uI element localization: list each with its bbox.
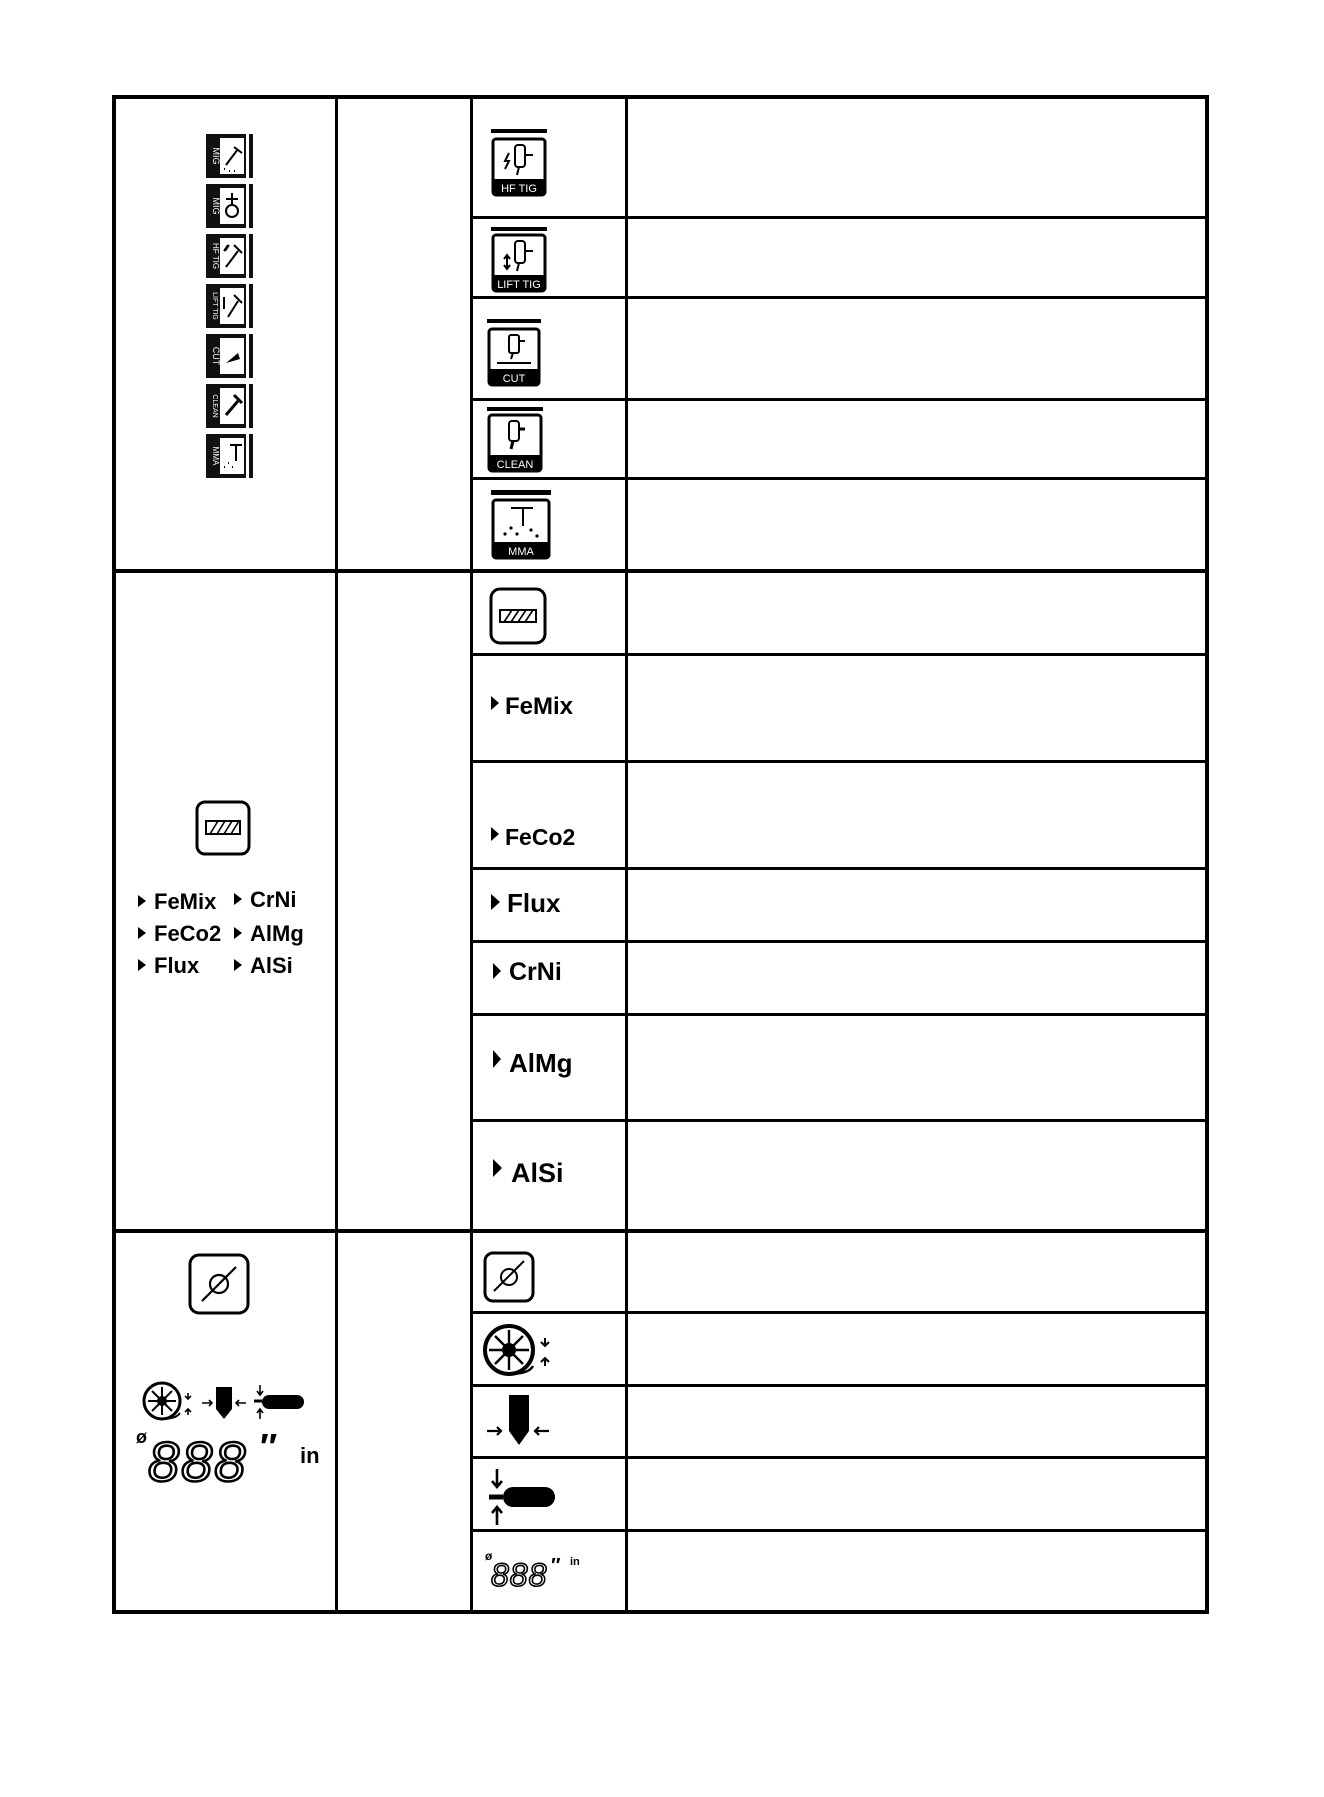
display-digits: 888	[148, 1430, 248, 1489]
electrode-icon-2	[473, 1459, 625, 1529]
wire-diameter-button-icon	[186, 1251, 256, 1321]
electrode-icon	[254, 1385, 304, 1419]
unit-label: in	[300, 1443, 320, 1468]
cut-icon	[473, 299, 625, 398]
clean-label: CLEAN	[496, 459, 534, 471]
lift-tig-small-icon	[206, 284, 253, 328]
material-list-crni: CrNi	[250, 887, 297, 912]
femix-row-icon	[473, 656, 625, 760]
material-list	[138, 887, 338, 997]
alsi-row-icon	[473, 1122, 625, 1229]
femix-label: FeMix	[505, 693, 574, 720]
mig-label: MIG	[211, 147, 221, 165]
small-display-digits: 888	[491, 1557, 548, 1593]
diameter-symbol: ø	[136, 1427, 147, 1447]
material-list-flux: Flux	[154, 953, 200, 978]
small-unit-label: in	[570, 1556, 580, 1568]
hf-tig-small-icon	[206, 234, 253, 278]
feco2-row-icon	[473, 763, 625, 867]
contact-tip-icon	[202, 1387, 246, 1419]
mma-icon	[473, 480, 625, 569]
arrow-icon	[491, 696, 499, 710]
material-list-feco2: FeCo2	[154, 921, 222, 946]
inch-mark: ″	[260, 1426, 278, 1467]
digital-display-icon	[473, 1532, 625, 1610]
material-button-icon	[473, 573, 625, 653]
clean-icon	[473, 401, 625, 477]
mma-strip-label: MMA	[211, 446, 220, 466]
arrow-icon	[493, 963, 501, 979]
wire-spool-icon-2	[473, 1314, 625, 1384]
small-inch-mark: ″	[551, 1555, 561, 1577]
mig-gas-label: MIG	[211, 197, 221, 215]
flux-label: Flux	[507, 888, 561, 918]
section-divider-2	[116, 1229, 1205, 1233]
mma-label: MMA	[508, 546, 534, 558]
material-select-button-icon	[194, 799, 254, 859]
material-list-alsi: AlSi	[250, 953, 293, 978]
lift-tig-strip-label: LIFT TIG	[211, 292, 218, 320]
cut-label: CUT	[502, 373, 526, 385]
arrow-icon	[493, 1050, 501, 1068]
wire-diameter-button-icon-2	[473, 1233, 625, 1311]
hf-tig-icon	[473, 99, 625, 216]
hf-tig-label: HF TIG	[501, 183, 537, 195]
small-diameter-symbol: ø	[485, 1549, 493, 1563]
feco2-label: FeCo2	[505, 824, 576, 850]
lift-tig-label: LIFT TIG	[497, 279, 541, 291]
arrow-icon	[493, 1159, 502, 1177]
mig-icon	[206, 134, 253, 178]
mig-gas-icon	[206, 184, 253, 228]
arrow-icon	[491, 827, 499, 841]
wire-diameter-display	[136, 1379, 336, 1489]
welding-mode-icons	[204, 133, 264, 533]
flux-row-icon	[473, 870, 625, 940]
material-list-almg: AlMg	[250, 921, 304, 946]
almg-label: AlMg	[509, 1048, 573, 1078]
lift-tig-icon	[473, 219, 625, 296]
cut-small-icon	[206, 334, 253, 378]
wire-spool-icon	[144, 1383, 191, 1419]
mma-small-icon	[206, 434, 253, 478]
cut-strip-label: CUT	[211, 346, 221, 366]
crni-label: CrNi	[509, 958, 562, 986]
material-list-femix: FeMix	[154, 889, 217, 914]
alsi-label: AlSi	[511, 1158, 564, 1188]
section-divider-1	[116, 569, 1205, 573]
clean-strip-label: CLEAN	[211, 394, 218, 418]
hf-tig-strip-label: HF TIG	[211, 242, 220, 270]
clean-small-icon	[206, 384, 253, 428]
arrow-icon	[491, 894, 500, 910]
contact-tip-icon-2	[473, 1387, 625, 1456]
almg-row-icon	[473, 1016, 625, 1119]
crni-row-icon	[473, 943, 625, 1013]
reference-table	[112, 95, 1209, 1614]
